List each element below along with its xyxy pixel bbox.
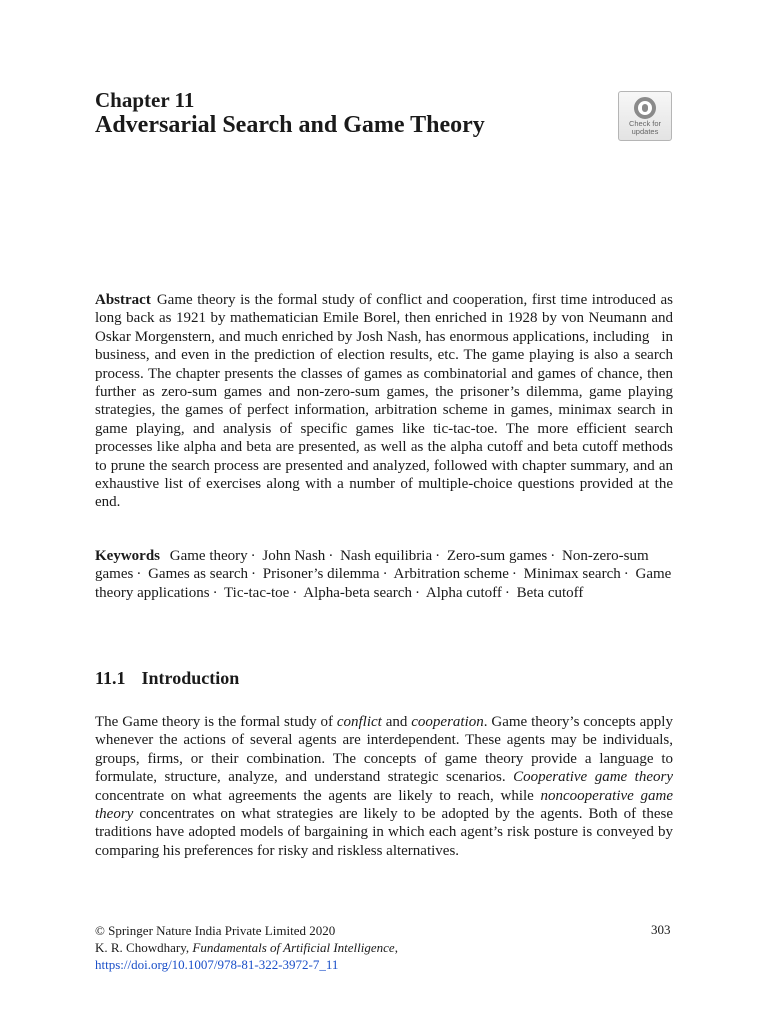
abstract-label: Abstract	[95, 292, 151, 308]
book-title: Fundamentals of Artificial Intelligence	[192, 940, 395, 955]
keyword: Alpha cutoff	[425, 584, 502, 601]
section-title: Introduction	[141, 668, 240, 688]
intro-emphasis: noncooperative game theory	[95, 787, 674, 823]
intro-emphasis: conflict	[336, 714, 382, 730]
doi-link[interactable]: https://doi.org/10.1007/978-81-322-3972-7_11	[95, 957, 339, 972]
abstract-paragraph	[95, 291, 673, 512]
keyword: Beta cutoff	[516, 584, 584, 601]
intro-text: concentrates on what strategies are likely to be adopted by the agents. Both of these traditions have adopted models of bargaining in which each agent’s risk posture is conveyed by comparing his preferences for risky and riskless alternatives.	[95, 806, 673, 859]
keyword: Tic-tac-toe	[224, 584, 290, 601]
citation-line	[95, 939, 398, 956]
keywords-label: Keywords	[95, 548, 160, 564]
section-heading	[95, 668, 239, 689]
intro-text: and	[381, 714, 412, 730]
keyword: Game theory	[169, 548, 248, 564]
section-number: 11.1	[95, 668, 126, 688]
keyword: Prisoner’s dilemma	[262, 566, 380, 583]
bookmark-ring-icon	[634, 97, 656, 119]
keywords-paragraph: Keywords Game theory · John Nash · Nash equilibria · Zero-sum games · Non-zero-sum games · Games as search · Prisoner’s dilemma · Arbitration scheme · Minimax search · Game theory applications · Tic-tac-toe · Alpha-beta search · Alpha cutoff · Beta cutoff	[95, 548, 672, 601]
keyword: Games as search	[148, 566, 249, 583]
intro-paragraph	[95, 713, 673, 860]
badge-line-1: Check for	[628, 119, 662, 128]
book-suffix: ,	[394, 940, 398, 955]
check-for-updates-badge[interactable]	[618, 91, 672, 141]
intro-text: concentrate on what agreements the agents are likely to reach, while	[95, 787, 541, 804]
intro-text: The Game theory is the formal study of	[95, 714, 337, 730]
keyword: Minimax search	[523, 566, 621, 583]
keyword: Non-zero-sum games	[95, 548, 649, 583]
intro-text: . Game theory’s concepts apply whenever the actions of several agents are interdependent. These agents may be individuals, groups, firms, or their combination. The concepts of game theory provide a language to formulate, structure, analyze, and understand strategic scenarios.	[95, 714, 673, 786]
copyright-line: © Springer Nature India Private Limited 2020	[95, 923, 336, 938]
author: K. R. Chowdhary,	[95, 940, 193, 955]
abstract-text: Game theory is the formal study of conflict and cooperation, first time introduced as long back as 1921 by mathematician Emile Borel, then enriched in 1928 by von Neumann and Oskar Morgenstern, and much enriched by Josh Nash, has enormous applications, including in business, and even in the prediction of election results, etc. The game playing is also a search process. The chapter presents the classes of games as combinatorial and games of chance, then further as zero-sum games and non-zero-sum games, the prisoner’s dilemma, game playing strategies, the games of perfect information, arbitration scheme in games, minimax search in game playing, and analysis of specific games like tic-tac-toe. The more efficient search processes like alpha and beta are presented, as well as the alpha cutoff and beta cutoff methods to prune the search process are presented and analyzed, followed with chapter summary, and an exhaustive list of exercises along with a number of multiple-choice questions provided at the end.	[95, 292, 673, 511]
keyword: Zero-sum games	[446, 548, 548, 564]
intro-emphasis: Cooperative game theory	[513, 769, 673, 786]
keyword: John Nash	[262, 548, 326, 564]
badge-line-2: updates	[631, 127, 659, 136]
chapter-title: Adversarial Search and Game Theory	[95, 112, 485, 138]
keyword: Arbitration scheme	[393, 566, 509, 583]
keyword: Alpha-beta search	[303, 584, 412, 601]
keyword: Game theory applications	[95, 566, 672, 601]
chapter-label: Chapter 11	[95, 88, 195, 112]
intro-emphasis: cooperation	[411, 714, 484, 730]
footer	[95, 922, 398, 973]
keyword: Nash equilibria	[340, 548, 433, 564]
page-number: 303	[651, 922, 671, 937]
